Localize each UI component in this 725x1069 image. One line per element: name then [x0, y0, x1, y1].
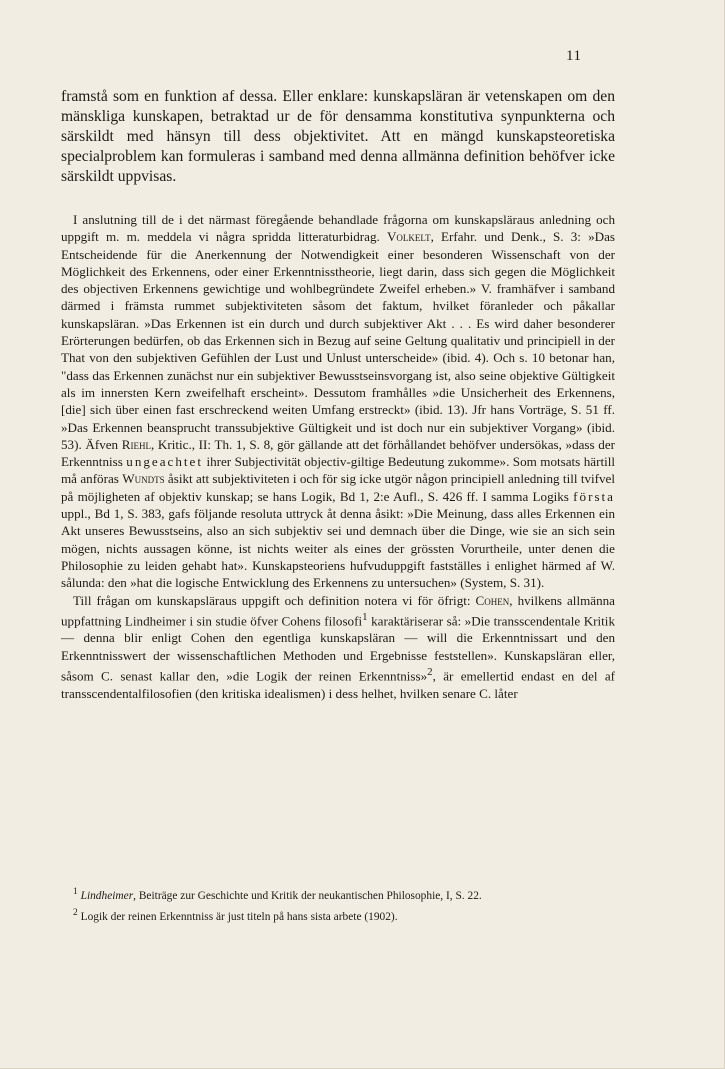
footnote-ref-1[interactable]: 1	[362, 610, 368, 623]
spaced-emphasis: första	[573, 488, 615, 504]
page-number: 11	[566, 48, 582, 64]
footnote-2: $^2$ Logik der reinen Erkenntniss är just titeln på hans sista arbete (1902).	[73, 907, 398, 923]
main-paragraph: framstå som en funktion af dessa. Eller enklare: kunskapsläran är vetenskapen om den mänskliga kunskapen, betraktad ur de för densamma konstitutiva synpunkterna och särskildt med hänsyn till dess objektivitet. Att en mängd kunskapsteoretiska specialproblem kan formuleras i samband med denna allmänna definition behöfver icke särskildt uppvisas.	[61, 88, 615, 186]
main-text	[61, 87, 615, 187]
note-paragraph-2: Till frågan om kunskapsläraus uppgift och definition notera vi för öfrigt: Cohen, hvilkens allmänna uppfattning Lindheimer i sin studie öfver Cohens filosofi$^1$ karaktäriserar så: »Die transscendentale Kritik — denna blir enligt Cohen den egentliga kunskapsläran — will die Erkenntnissart und den Erkenntnisswert der wissenschaftlichen Methoden und Ergebnisse feststellen». Kunskapsläran eller, såsom C. senast kallar den, »die Logik der reinen Erkenntniss»$^2$, är emellertid endast en del af transscendentalfilosofien (den kritiska idealismen) i dess helhet, hvilken senare C. låter	[61, 592, 615, 701]
footnote-marker: 2	[73, 907, 78, 918]
author-name: Lindheimer	[80, 889, 134, 902]
spaced-emphasis: ungeachtet	[126, 454, 203, 470]
author-name: Riehl	[121, 436, 151, 452]
note-paragraph-1: I anslutning till de i det närmast föregående behandlade frågorna om kunskapsläraus anledning och uppgift m. m. meddela vi några spridda litteraturbidrag. Volkelt, Erfahr. und Denk., S. 3: »Das Entscheidende für die Anerkennung der Notwendigkeit einer besonderen Wissenschaft von der Möglichkeit des Erkennens, oder einer Erkenntnisstheorie, liegt darin, dass sich gegen die Möglichkeit des objectiven Erkennens gewichtige und wohlbegründete Zweifel erheben.» V. framhäfver i samband därmed i främsta rummet subjektiviteten såsom det faktum, hvilket föranleder och påkallar kunskapsläran. »Das Erkennen ist ein durch und durch subjektiver Akt . . . Es wird daher besonderer Erörterungen bedürfen, ob das Erkennen sich in Bezug auf seine Geltung qualitativ und principiell in der That von den subjektiven Gefühlen der Lust und Unlust unterscheide» (ibid. 4). Och s. 10 betonar han, "dass das Erkennen zunächst nur ein subjektiver Bewusstseinsvorgang ist, also seine objektive Gültigkeit als im innersten Kern zweifelhaft erscheint». Dessutom framhålles »die Unsicherheit des Erkennens, [die] sich über einen fast erschreckend weiten Umfang erstreckt» (ibid. 13). Jfr hans Vorträge, S. 51 ff. »Das Erkennen beansprucht transsubjektive Gültigkeit und ist doch nur ein subjektiver Vorgang» (ibid. 53). Äfven Riehl, Kritic., II: Th. 1, S. 8, gör gällande att det förhållandet behöfver undersökas, »dass der Erkenntniss ungeachtet ihrer Subjectivität objectiv-giltige Bedeutung zukomme». Som motsats härtill må anföras Wundts åsikt att subjektiviteten i och för sig icke utgör någon principiell anledning till tvifvel på möjligheten af objektiv kunskap; se hans Logik, Bd 1, 2:e Aufl., S. 426 ff. I samma Logiks första uppl., Bd 1, S. 383, gafs följande resoluta uttryck åt denna åsikt: »Die Meinung, dass alles Erkennen ein Akt unseres Bewusstseins, also an sich subjektiv sei und demnach über die Dinge, wie sie an sich sein mögen, nichts aussagen könne, ist nichts weiter als eines der grössten Vorurtheile, unter denen die Philosophie zu leiden gehabt hat». Kunskapsteoriens hufvuduppgift fastställes i enlighet härmed af W. sålunda: den »hat die logische Entwicklung des Erkennens zu untersuchen» (System, S. 31).	[61, 212, 616, 591]
footnote-ref-2[interactable]: 2	[427, 666, 433, 679]
footnote-marker: 1	[73, 887, 78, 897]
footnote-1: $^1$ Lindheimer, Beiträge zur Geschichte und Kritik der neukantischen Philosophie, I, S. 22.	[73, 887, 482, 902]
footnotes	[61, 884, 615, 926]
author-name: Wundts	[122, 471, 165, 487]
small-print-note	[61, 211, 615, 702]
author-name: Cohen	[475, 592, 510, 608]
author-name: Volkelt	[386, 229, 431, 245]
